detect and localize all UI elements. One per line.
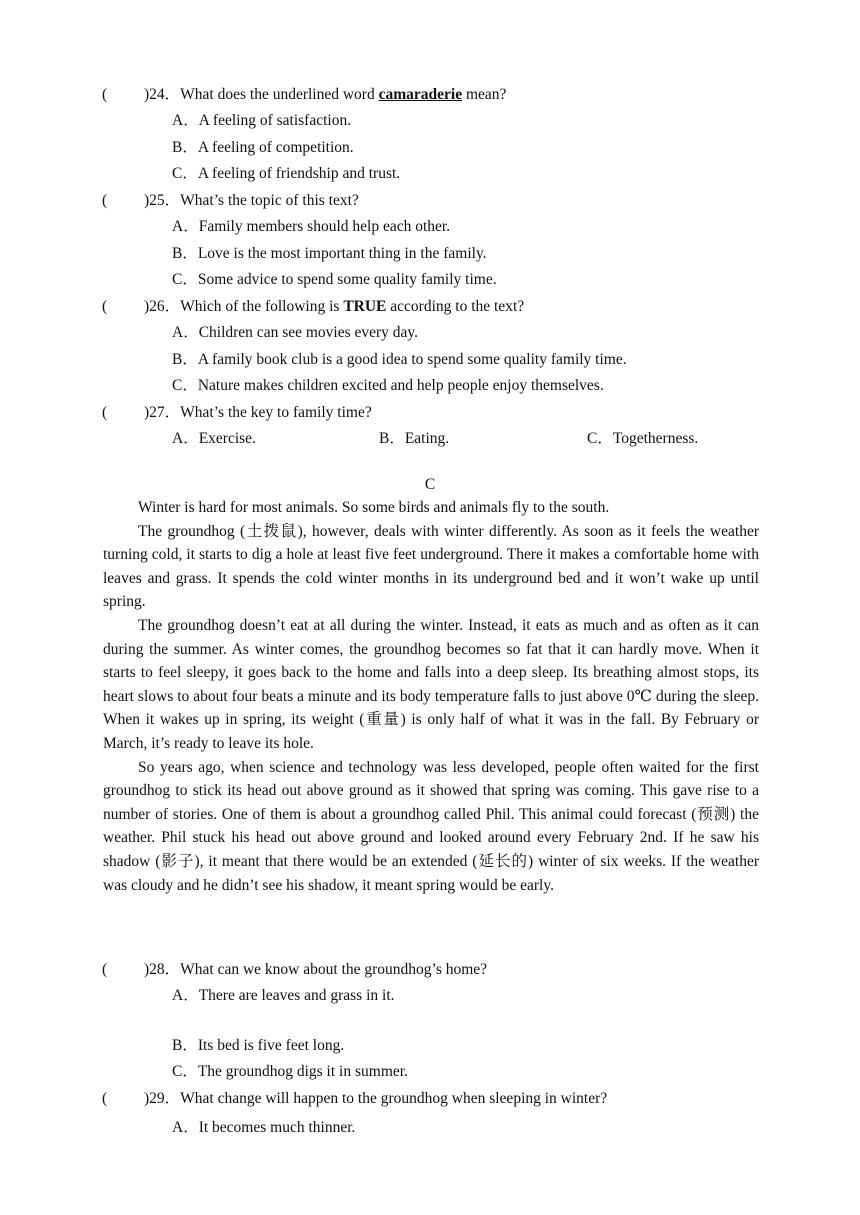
answer-blank[interactable]: ( bbox=[102, 1090, 108, 1107]
option-25a: A．Family members should help each other. bbox=[172, 218, 451, 235]
question-text-end: according to the text? bbox=[386, 298, 525, 315]
passage-paragraph: Winter is hard for most animals. So some birds and animals fly to the south. bbox=[138, 499, 610, 516]
section-title: C bbox=[424, 476, 436, 493]
question-27 bbox=[102, 400, 372, 422]
question-26 bbox=[102, 294, 524, 316]
answer-blank[interactable]: ( bbox=[102, 192, 108, 209]
answer-blank[interactable]: ( bbox=[102, 86, 108, 103]
passage-paragraph: The groundhog doesn’t eat at all during the winter. Instead, it eats as much and as often as it can during the summer. As winter comes, the groundhog becomes so fat that it can hardly move. When it starts to feel sleepy, it goes back to the home and falls into a deep sleep. Its breathing almost stops, its heart slows to about four beats a minute and its body temperature falls to just above 0℃ during the sleep. When it wakes up in spring, its weight (重量) is only half of what it was in the fall. By February or March, it’s ready to leave its hole. bbox=[103, 616, 759, 752]
option-25c: C．Some advice to spend some quality family time. bbox=[172, 271, 497, 288]
option-25b: B．Love is the most important thing in the family. bbox=[172, 245, 487, 262]
option-26a: A．Children can see movies every day. bbox=[172, 324, 419, 341]
option-28a: A．There are leaves and grass in it. bbox=[172, 987, 395, 1004]
option-29a: A．It becomes much thinner. bbox=[172, 1119, 356, 1136]
question-text: )28．What can we know about the groundhog’s home? bbox=[144, 961, 488, 978]
emphasis-word: TRUE bbox=[343, 298, 387, 315]
answer-blank[interactable]: ( bbox=[102, 298, 108, 315]
answer-blank[interactable]: ( bbox=[102, 961, 108, 978]
answer-blank[interactable]: ( bbox=[102, 404, 108, 421]
option-24b: B．A feeling of competition. bbox=[172, 139, 354, 156]
reading-passage bbox=[103, 496, 759, 897]
option-27c: C．Togetherness. bbox=[587, 430, 699, 447]
passage-paragraph: So years ago, when science and technology was less developed, people often waited for the first groundhog to stick its head out above ground as it showed that spring was coming. This gave rise to a number of stories. One of them is about a groundhog called Phil. This animal could forecast (预测) the weather. Phil stuck his head out above ground and looked around every February 2nd. If he saw his shadow (影子), it meant that there would be an extended (延长的) winter of six weeks. If the weather was cloudy and he didn’t see his shadow, it meant spring would be early. bbox=[103, 758, 759, 894]
option-27b: B．Eating. bbox=[379, 430, 450, 447]
question-text: )24．What does the underlined word bbox=[144, 86, 379, 103]
underlined-word: camaraderie bbox=[378, 86, 463, 103]
option-26b: B．A family book club is a good idea to spend some quality family time. bbox=[172, 351, 627, 368]
option-24a: A．A feeling of satisfaction. bbox=[172, 112, 352, 129]
question-text: )29．What change will happen to the groundhog when sleeping in winter? bbox=[144, 1090, 608, 1107]
option-24c: C．A feeling of friendship and trust. bbox=[172, 165, 401, 182]
option-27a: A．Exercise. bbox=[172, 430, 256, 447]
question-text-end: mean? bbox=[462, 86, 507, 103]
question-text: )26．Which of the following is bbox=[144, 298, 344, 315]
question-29 bbox=[102, 1086, 607, 1108]
question-24 bbox=[102, 82, 506, 104]
option-28c: C．The groundhog digs it in summer. bbox=[172, 1063, 408, 1080]
question-text: )27．What’s the key to family time? bbox=[144, 404, 372, 421]
passage-paragraph: The groundhog (土拨鼠), however, deals with winter differently. As soon as it feels the weather turning cold, it starts to dig a hole at least five feet underground. There it makes a comfortable home with leaves and grass. It spends the cold winter months in its underground bed and it won’t wake up until spring. bbox=[103, 522, 759, 611]
question-28 bbox=[102, 957, 487, 979]
option-26c: C．Nature makes children excited and help people enjoy themselves. bbox=[172, 377, 604, 394]
question-25 bbox=[102, 188, 359, 210]
question-text: )25．What’s the topic of this text? bbox=[144, 192, 359, 209]
option-28b: B．Its bed is five feet long. bbox=[172, 1037, 345, 1054]
